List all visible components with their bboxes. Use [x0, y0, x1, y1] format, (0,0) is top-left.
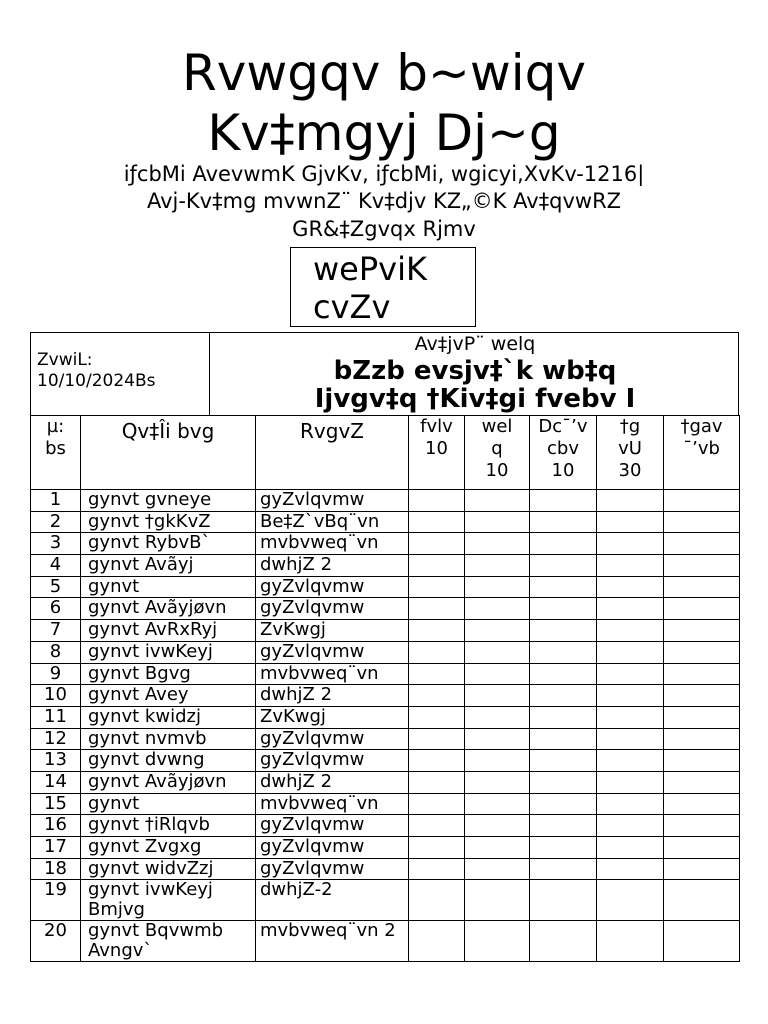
rank-cell: [664, 641, 740, 663]
rank-cell: [664, 685, 740, 707]
header-line: Dc¯’v: [538, 416, 588, 437]
header-line: q: [491, 438, 503, 459]
table-header-row: [31, 416, 740, 490]
class-cell: gyZvlqvmw: [256, 858, 409, 880]
subject-score-cell: [465, 771, 530, 793]
rank-cell: [664, 793, 740, 815]
presentation-score-cell: [530, 771, 597, 793]
header-line: 10: [425, 438, 448, 459]
total-score-cell: [597, 620, 664, 642]
language-score-cell: [409, 706, 465, 728]
presentation-score-cell: [530, 533, 597, 555]
language-score-cell: [409, 793, 465, 815]
date-cell: [31, 333, 210, 415]
student-name-cell: gynvt dvwng: [81, 750, 256, 772]
language-score-cell: [409, 815, 465, 837]
language-score-cell: [409, 880, 465, 921]
presentation-score-cell: [530, 815, 597, 837]
rank-cell: [664, 663, 740, 685]
class-cell: gyZvlqvmw: [256, 728, 409, 750]
presentation-score-cell: [530, 598, 597, 620]
serial-cell: 19: [31, 880, 81, 921]
total-score-cell: [597, 641, 664, 663]
total-score-cell: [597, 685, 664, 707]
rank-cell: [664, 620, 740, 642]
total-score-cell: [597, 663, 664, 685]
language-score-cell: [409, 598, 465, 620]
rank-cell: [664, 750, 740, 772]
serial-cell: 12: [31, 728, 81, 750]
serial-cell: 11: [31, 706, 81, 728]
subject-score-cell: [465, 793, 530, 815]
student-name-cell: gynvt nvmvb: [81, 728, 256, 750]
header-line: 10: [485, 460, 509, 481]
class-cell: mvbvweq¨vn: [256, 663, 409, 685]
header-line: vU: [618, 438, 642, 459]
subject-score-cell: [465, 576, 530, 598]
rank-cell: [664, 598, 740, 620]
table-row: [31, 837, 740, 859]
header-line: Qv‡Îi bvg: [121, 419, 215, 443]
table-row: [31, 598, 740, 620]
table-row: [31, 511, 740, 533]
table-row: [31, 815, 740, 837]
student-name-cell: gynvt kwidzj: [81, 706, 256, 728]
serial-cell: 10: [31, 685, 81, 707]
student-name-cell: gynvt †iRlqvb: [81, 815, 256, 837]
subject-score-cell: [465, 921, 530, 962]
class-cell: gyZvlqvmw: [256, 576, 409, 598]
address-line: iƒcbMi AvevwmK GjvKv, iƒcbMi, wgicyi,XvKv-1216|: [123, 162, 645, 186]
score-table: [30, 415, 740, 962]
student-name-cell: gynvt Zvgxg: [81, 837, 256, 859]
total-score-cell: [597, 815, 664, 837]
class-cell: dwhjZ 2: [256, 555, 409, 577]
subject-score-cell: [465, 555, 530, 577]
header-line: wel: [481, 416, 513, 437]
header-line: †g: [619, 416, 641, 437]
language-score-cell: [409, 533, 465, 555]
col-presentation: [530, 416, 597, 490]
header-line: bs: [45, 438, 66, 459]
student-name-cell: gynvt Avãyjøvn: [81, 771, 256, 793]
rank-cell: [664, 815, 740, 837]
language-score-cell: [409, 663, 465, 685]
rank-cell: [664, 490, 740, 512]
table-row: [31, 880, 740, 921]
judge-box-line-2: cvZv: [313, 288, 391, 326]
serial-cell: 4: [31, 555, 81, 577]
table-row: [31, 663, 740, 685]
table-row: [31, 576, 740, 598]
header-line: ¯’vb: [683, 438, 720, 459]
class-cell: dwhjZ 2: [256, 685, 409, 707]
total-score-cell: [597, 490, 664, 512]
judge-box-line-1: wePviK: [313, 250, 427, 288]
presentation-score-cell: [530, 620, 597, 642]
presentation-score-cell: [530, 750, 597, 772]
rank-cell: [664, 533, 740, 555]
student-name-cell: gynvt ivwKeyj: [81, 641, 256, 663]
language-score-cell: [409, 576, 465, 598]
serial-cell: 16: [31, 815, 81, 837]
total-score-cell: [597, 511, 664, 533]
subject-line-2: Ijvgv‡q †Kiv‡gi fvebv I: [314, 384, 636, 414]
serial-cell: 8: [31, 641, 81, 663]
student-name-cell: gynvt Avãyjøvn: [81, 598, 256, 620]
presentation-score-cell: [530, 685, 597, 707]
presentation-score-cell: [530, 706, 597, 728]
subject-score-cell: [465, 663, 530, 685]
student-name-cell: gynvt Bqvwmb Avngv`: [81, 921, 256, 962]
serial-cell: 1: [31, 490, 81, 512]
total-score-cell: [597, 771, 664, 793]
total-score-cell: [597, 837, 664, 859]
presentation-score-cell: [530, 663, 597, 685]
col-serial: [31, 416, 81, 490]
language-score-cell: [409, 555, 465, 577]
header-line: fvlv: [420, 416, 453, 437]
subject-line-1: bZzb evsjv‡`k wb‡q: [333, 356, 617, 386]
presentation-score-cell: [530, 641, 597, 663]
student-name-cell: gynvt AvRxRyj: [81, 620, 256, 642]
subject-score-cell: [465, 858, 530, 880]
language-score-cell: [409, 620, 465, 642]
language-score-cell: [409, 511, 465, 533]
class-cell: gyZvlqvmw: [256, 750, 409, 772]
presentation-score-cell: [530, 837, 597, 859]
serial-cell: 5: [31, 576, 81, 598]
student-name-cell: gynvt †gkKvZ: [81, 511, 256, 533]
class-cell: gyZvlqvmw: [256, 598, 409, 620]
class-cell: gyZvlqvmw: [256, 837, 409, 859]
total-score-cell: [597, 858, 664, 880]
subject-score-cell: [465, 728, 530, 750]
student-name-cell: gynvt RybvB`: [81, 533, 256, 555]
presentation-score-cell: [530, 728, 597, 750]
serial-cell: 17: [31, 837, 81, 859]
class-cell: ZvKwgj: [256, 620, 409, 642]
rank-cell: [664, 728, 740, 750]
total-score-cell: [597, 706, 664, 728]
total-score-cell: [597, 793, 664, 815]
serial-cell: 3: [31, 533, 81, 555]
subject-score-cell: [465, 880, 530, 921]
language-score-cell: [409, 641, 465, 663]
table-row: [31, 793, 740, 815]
class-cell: Be‡Z`vBq¨vn: [256, 511, 409, 533]
class-cell: gyZvlqvmw: [256, 641, 409, 663]
presentation-score-cell: [530, 555, 597, 577]
total-score-cell: [597, 880, 664, 921]
presentation-score-cell: [530, 880, 597, 921]
table-row: [31, 555, 740, 577]
table-row: [31, 533, 740, 555]
class-cell: gyZvlqvmw: [256, 815, 409, 837]
serial-cell: 15: [31, 793, 81, 815]
serial-cell: 2: [31, 511, 81, 533]
total-score-cell: [597, 921, 664, 962]
table-row: [31, 750, 740, 772]
class-cell: dwhjZ 2: [256, 771, 409, 793]
organizer-line: Avj-Kv‡mg mvwnZ¨ Kv‡djv KZ„©K Av‡qvwRZ: [146, 189, 622, 213]
presentation-score-cell: [530, 858, 597, 880]
student-name-cell: gynvt: [81, 793, 256, 815]
info-header: [30, 332, 739, 416]
serial-cell: 6: [31, 598, 81, 620]
language-score-cell: [409, 921, 465, 962]
subject-score-cell: [465, 815, 530, 837]
col-total: [597, 416, 664, 490]
language-score-cell: [409, 837, 465, 859]
judge-sheet-box: [290, 247, 476, 327]
table-row: [31, 641, 740, 663]
rank-cell: [664, 837, 740, 859]
subject-label: Av‡jvP¨ welq: [414, 333, 536, 355]
header-line: µ:: [46, 416, 65, 437]
student-name-cell: gynvt Avey: [81, 685, 256, 707]
class-cell: gyZvlqvmw: [256, 490, 409, 512]
subject-score-cell: [465, 706, 530, 728]
serial-cell: 18: [31, 858, 81, 880]
class-cell: dwhjZ-2: [256, 880, 409, 921]
language-score-cell: [409, 771, 465, 793]
table-row: [31, 858, 740, 880]
subject-score-cell: [465, 685, 530, 707]
rank-cell: [664, 880, 740, 921]
total-score-cell: [597, 728, 664, 750]
title-line-1: Rvwgqv b~wiqv: [182, 44, 586, 102]
language-score-cell: [409, 490, 465, 512]
total-score-cell: [597, 576, 664, 598]
col-subject: [465, 416, 530, 490]
subject-score-cell: [465, 511, 530, 533]
student-name-cell: gynvt gvneye: [81, 490, 256, 512]
presentation-score-cell: [530, 511, 597, 533]
table-row: [31, 490, 740, 512]
col-language: [409, 416, 465, 490]
title-line-2: Kv‡mgyj Dj~g: [207, 104, 561, 162]
serial-cell: 7: [31, 620, 81, 642]
presentation-score-cell: [530, 793, 597, 815]
header-line: cbv: [547, 438, 579, 459]
header-line: †gav: [680, 416, 723, 437]
subject-score-cell: [465, 490, 530, 512]
col-rank: [664, 416, 740, 490]
subject-score-cell: [465, 533, 530, 555]
total-score-cell: [597, 533, 664, 555]
student-name-cell: gynvt ivwKeyj Bmjvg: [81, 880, 256, 921]
rank-cell: [664, 858, 740, 880]
col-class: [256, 416, 409, 490]
serial-cell: 20: [31, 921, 81, 962]
subject-score-cell: [465, 598, 530, 620]
subject-score-cell: [465, 641, 530, 663]
subject-score-cell: [465, 750, 530, 772]
presentation-score-cell: [530, 576, 597, 598]
table-row: [31, 921, 740, 962]
serial-cell: 9: [31, 663, 81, 685]
table-row: [31, 620, 740, 642]
class-cell: ZvKwgj: [256, 706, 409, 728]
table-row: [31, 685, 740, 707]
rank-cell: [664, 921, 740, 962]
student-name-cell: gynvt Avãyj: [81, 555, 256, 577]
rank-cell: [664, 511, 740, 533]
total-score-cell: [597, 750, 664, 772]
total-score-cell: [597, 598, 664, 620]
language-score-cell: [409, 728, 465, 750]
subject-score-cell: [465, 620, 530, 642]
student-name-cell: gynvt Bgvg: [81, 663, 256, 685]
header-line: RvgvZ: [300, 419, 364, 443]
col-student-name: [81, 416, 256, 490]
language-score-cell: [409, 750, 465, 772]
event-line: GR&‡Zgvqx Rjmv: [292, 217, 476, 241]
date-value: 10/10/2024Bs: [37, 371, 156, 391]
total-score-cell: [597, 555, 664, 577]
header-line: 10: [551, 460, 575, 481]
rank-cell: [664, 706, 740, 728]
subject-score-cell: [465, 837, 530, 859]
serial-cell: 13: [31, 750, 81, 772]
rank-cell: [664, 771, 740, 793]
date-label: ZvwiL:: [37, 350, 93, 370]
student-name-cell: gynvt: [81, 576, 256, 598]
language-score-cell: [409, 685, 465, 707]
rank-cell: [664, 555, 740, 577]
presentation-score-cell: [530, 921, 597, 962]
language-score-cell: [409, 858, 465, 880]
rank-cell: [664, 576, 740, 598]
class-cell: mvbvweq¨vn: [256, 793, 409, 815]
table-row: [31, 771, 740, 793]
serial-cell: 14: [31, 771, 81, 793]
class-cell: mvbvweq¨vn 2: [256, 921, 409, 962]
student-name-cell: gynvt widvZzj: [81, 858, 256, 880]
presentation-score-cell: [530, 490, 597, 512]
table-row: [31, 706, 740, 728]
table-row: [31, 728, 740, 750]
header-line: 30: [618, 460, 642, 481]
class-cell: mvbvweq¨vn: [256, 533, 409, 555]
